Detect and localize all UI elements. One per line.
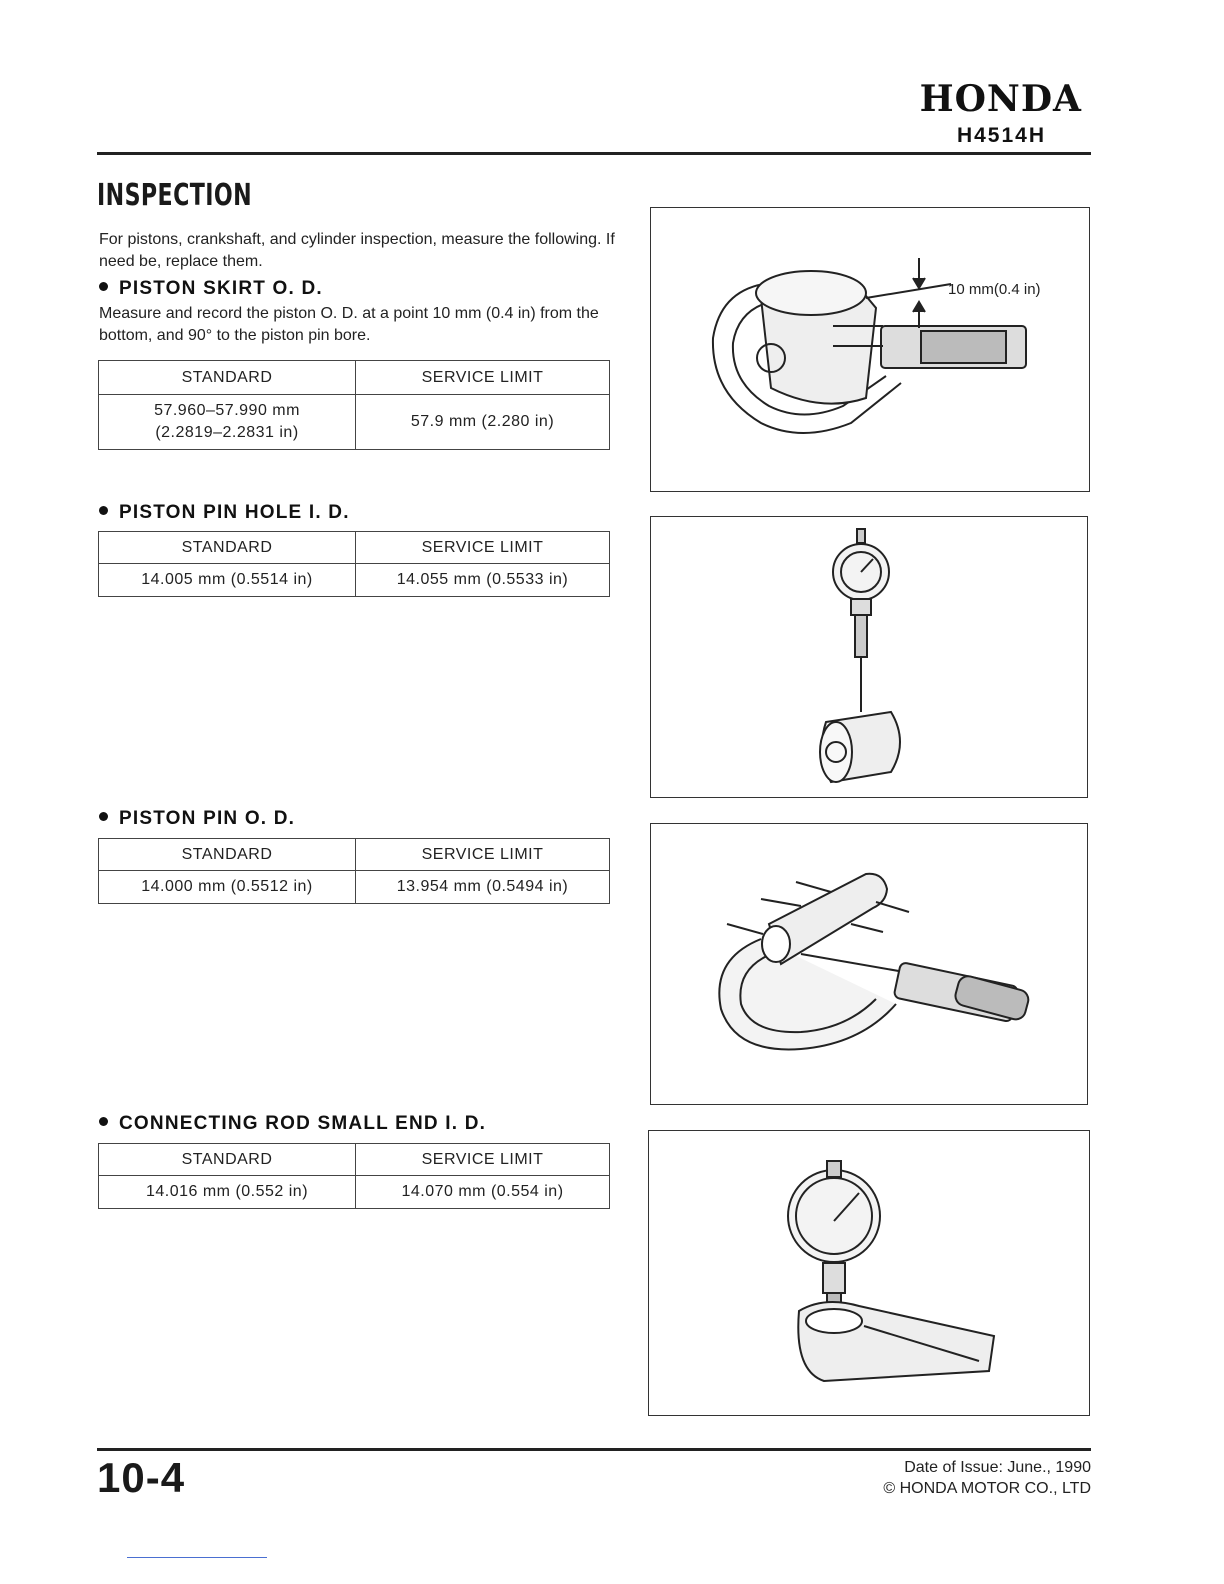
col-service-limit: SERVICE LIMIT — [356, 839, 610, 871]
col-standard: STANDARD — [99, 1144, 356, 1176]
header-rule — [97, 152, 1091, 155]
page-number: 10-4 — [97, 1454, 186, 1501]
piston-skirt-description: Measure and record the piston O. D. at a point 10 mm (0.4 in) from the bottom, and 90° to the piston pin bore. — [99, 305, 599, 344]
standard-value: 14.005 mm (0.5514 in) — [99, 564, 356, 597]
bullet-icon — [99, 1117, 108, 1126]
figure-piston-micrometer — [650, 207, 1090, 492]
col-standard: STANDARD — [99, 532, 356, 564]
spec-table-piston-pin — [98, 838, 610, 904]
col-standard: STANDARD — [99, 361, 356, 395]
service-limit-value: 13.954 mm (0.5494 in) — [356, 871, 610, 904]
standard-value: 14.016 mm (0.552 in) — [99, 1176, 356, 1209]
service-limit-value: 14.055 mm (0.5533 in) — [356, 564, 610, 597]
model-code: H4514H — [956, 124, 1046, 147]
col-service-limit: SERVICE LIMIT — [356, 532, 610, 564]
intro-text: For pistons, crankshaft, and cylinder inspection, measure the following. If need be, replace them. — [99, 231, 615, 270]
bullet-icon — [99, 812, 108, 821]
service-limit-value: 14.070 mm (0.554 in) — [356, 1176, 610, 1209]
figure-conrod-small-end-gauge — [648, 1130, 1090, 1416]
bore-gauge-illustration — [651, 517, 1087, 797]
service-limit-value: 57.9 mm (2.280 in) — [356, 395, 610, 450]
heading-piston-pin-hole-id: PISTON PIN HOLE I. D. — [99, 502, 350, 524]
standard-value: 14.000 mm (0.5512 in) — [99, 871, 356, 904]
bullet-icon — [99, 506, 108, 515]
figure-piston-pin-micrometer — [650, 823, 1088, 1105]
heading-piston-skirt-od: PISTON SKIRT O. D. — [99, 278, 323, 300]
brand-logo: HONDA — [919, 78, 1082, 120]
section-title: INSPECTION — [97, 178, 253, 213]
figure-dimension-label: 10 mm(0.4 in) — [948, 281, 1041, 298]
footer-info — [883, 1457, 1091, 1499]
date-of-issue: Date of Issue: June., 1990 — [904, 1459, 1091, 1476]
heading-piston-pin-od: PISTON PIN O. D. — [99, 808, 295, 830]
col-standard: STANDARD — [99, 839, 356, 871]
spec-table-piston-pin-hole — [98, 531, 610, 597]
figure-piston-pin-hole-gauge — [650, 516, 1088, 798]
col-service-limit: SERVICE LIMIT — [356, 361, 610, 395]
col-service-limit: SERVICE LIMIT — [356, 1144, 610, 1176]
footer-rule — [97, 1448, 1091, 1451]
micrometer-piston-illustration — [651, 208, 1089, 491]
bullet-icon — [99, 282, 108, 291]
standard-value: 57.960–57.990 mm (2.2819–2.2831 in) — [99, 395, 356, 450]
copyright: © HONDA MOTOR CO., LTD — [883, 1480, 1091, 1497]
pin-micrometer-illustration — [651, 824, 1087, 1104]
link-underline — [127, 1557, 267, 1558]
spec-table-conrod-small-end — [98, 1143, 610, 1209]
heading-conrod-small-end-id: CONNECTING ROD SMALL END I. D. — [99, 1113, 486, 1135]
conrod-gauge-illustration — [649, 1131, 1089, 1415]
spec-table-piston-skirt — [98, 360, 610, 450]
